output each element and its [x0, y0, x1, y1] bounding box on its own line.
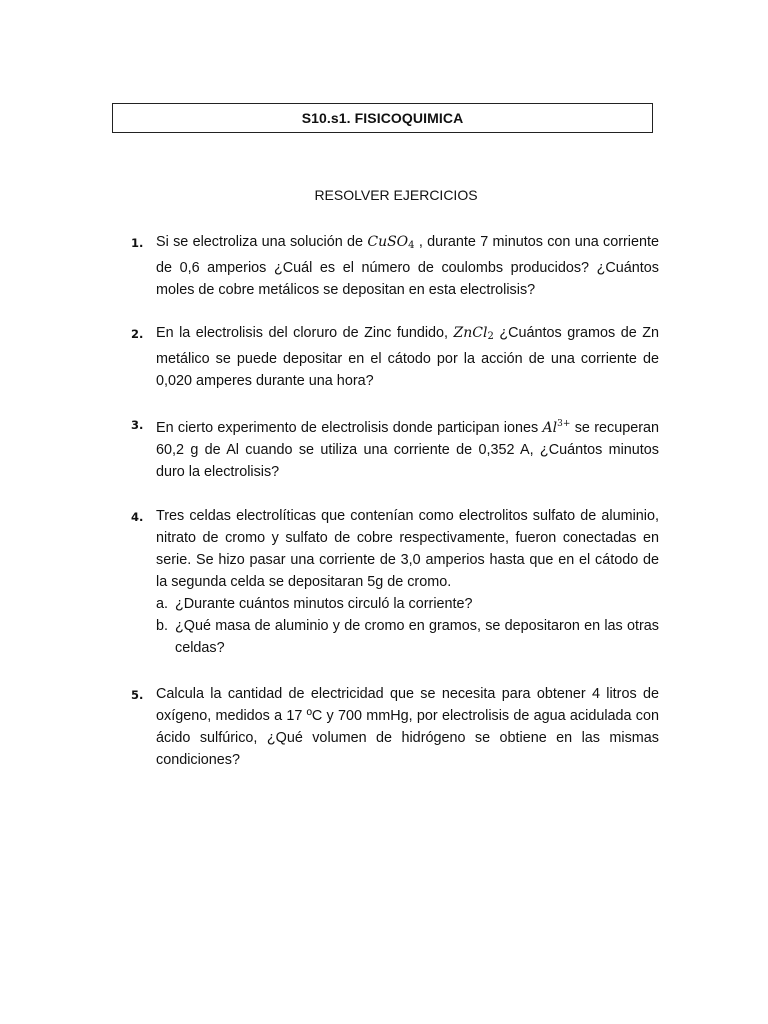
sub-question-text: ¿Qué masa de aluminio y de cromo en gramos, se depositaron en las otras celdas? — [175, 618, 659, 656]
exercise-2 — [131, 322, 659, 392]
sub-question-a — [156, 593, 659, 615]
section-subtitle: RESOLVER EJERCICIOS — [314, 187, 478, 203]
formula-main: CuSO — [367, 234, 409, 250]
formula-subscript: 4 — [408, 240, 415, 251]
exercise-text-part: , durante 7 minutos con una corriente de 0,6 amperios ¿Cuál es el número de coulombs producidos? ¿Cuántos moles de cobre metálicos se depositan en esta electrolisis? — [156, 234, 659, 298]
sub-question-text: ¿Durante cuántos minutos circuló la corriente? — [175, 596, 473, 612]
sub-question-label: a. — [156, 596, 169, 612]
exercise-number: 4. — [131, 510, 144, 524]
exercise-text-part: En la electrolisis del cloruro de Zinc fundido, — [156, 325, 454, 341]
formula-main: Al — [542, 420, 558, 436]
sub-question-b — [156, 615, 659, 659]
formula — [543, 420, 571, 436]
exercise-text — [156, 413, 659, 483]
exercise-text: Tres celdas electrolíticas que contenían como electrolitos sulfato de aluminio, nitrato de cromo y sulfato de cobre respectivamente, fueron conectadas en serie. Se hizo pasar una corriente de 3,0 amperios hasta que en el cátodo de la segunda celda se depositaran 5g de cromo. — [156, 508, 659, 590]
formula — [367, 234, 414, 250]
formula — [454, 325, 494, 341]
sub-question-label: b. — [156, 618, 169, 634]
exercise-text: Calcula la cantidad de electricidad que se necesita para obtener 4 litros de oxígeno, medidos a 17 ºC y 700 mmHg, por electrolisis de agua acidulada con ácido sulfúrico, ¿Qué volumen de hidrógeno se obtiene en las mismas condiciones? — [156, 686, 659, 768]
exercise-4 — [131, 505, 659, 659]
formula-subscript: 2 — [487, 331, 494, 342]
exercise-text-part: Si se electroliza una solución de — [156, 234, 368, 250]
exercise-1 — [131, 231, 659, 301]
exercise-text-part: ¿Cuántos gramos de Zn metálico se puede depositar en el cátodo por la acción de una corriente de 0,020 amperes durante una hora? — [156, 325, 659, 389]
exercise-5 — [131, 683, 659, 771]
formula-main: ZnCl — [453, 325, 488, 341]
formula-superscript: 3+ — [557, 419, 571, 429]
exercise-text-part: se recuperan 60,2 g de Al cuando se utiliza una corriente de 0,352 A, ¿Cuántos minutos duro la electrolisis? — [156, 420, 660, 480]
exercise-3 — [131, 413, 659, 483]
exercise-number: 2. — [131, 327, 144, 341]
page-title: S10.s1. FISICOQUIMICA — [301, 110, 464, 126]
exercise-text-part: En cierto experimento de electrolisis donde participan iones — [156, 420, 543, 436]
title-box — [112, 103, 653, 133]
exercise-number: 5. — [131, 688, 144, 702]
exercise-number: 3. — [131, 418, 144, 432]
exercise-text — [156, 231, 659, 301]
exercise-text — [156, 322, 659, 392]
exercise-number: 1. — [131, 236, 144, 250]
